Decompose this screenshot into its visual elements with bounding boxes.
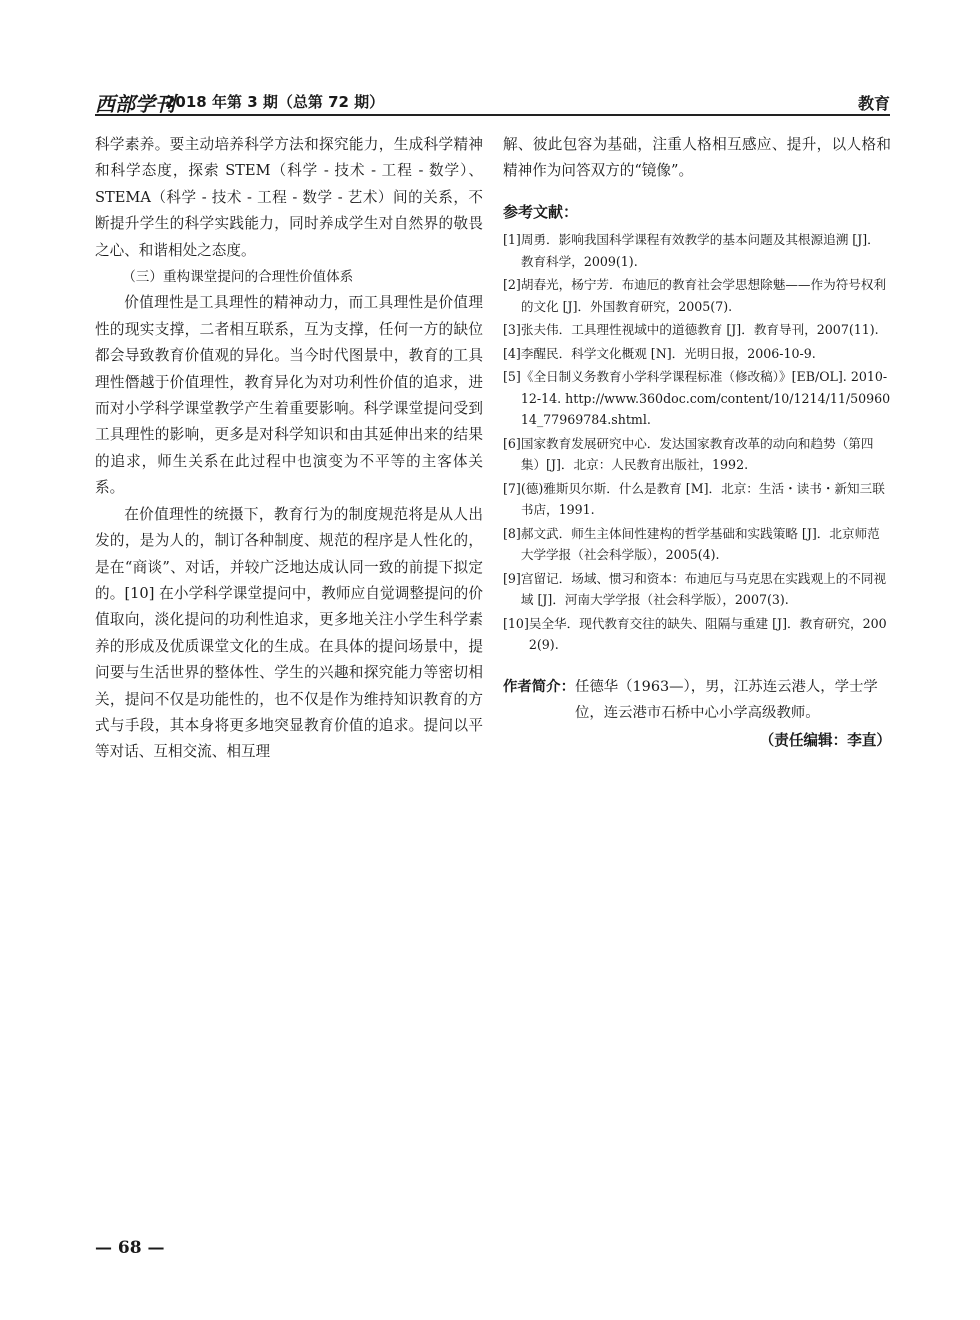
- reference-number: [1]: [503, 232, 521, 248]
- reference-text: 胡春光，杨宁芳．布迪厄的教育社会学思想除魅——作为符号权利的文化 [J]．外国教育研究，2005(7).: [520, 277, 887, 314]
- reference-number: [7]: [503, 480, 521, 496]
- reference-item: [503, 523, 891, 566]
- reference-number: [6]: [503, 435, 521, 451]
- reference-number: [4]: [503, 345, 521, 361]
- reference-text: (德)雅斯贝尔斯．什么是教育 [M]．北京：生活・读书・新知三联书店，1991.: [520, 480, 885, 518]
- reference-item: [503, 319, 891, 341]
- reference-text: 周勇．影响我国科学课程有效教学的基本问题及其根源追溯 [J]．教育科学，2009(1).: [520, 232, 880, 269]
- reference-item: [503, 568, 891, 611]
- references-list: [503, 229, 891, 656]
- reference-text: 郝文武．师生主体间性建构的哲学基础和实践策略 [J]．北京师范大学学报（社会科学版），2005(4).: [520, 525, 880, 563]
- reference-number: [3]: [503, 322, 521, 338]
- page-header: [95, 88, 890, 116]
- reference-text: 张夫伟．工具理性视域中的道德教育 [J]．教育导刊，2007(11).: [520, 322, 879, 338]
- reference-item: [503, 274, 891, 317]
- author-bio: [503, 674, 891, 726]
- body-paragraph: 科学素养。要主动培养科学方法和探究能力，生成科学精神和科学态度，探索 STEM（科学 - 技术 - 工程 - 数学）、STEMA（科学 - 技术 - 工程 - 数学 - 艺术）间的关系，不断提升学生的科学实践能力，同时养成学生对自然界的敬畏之心、和谐相处之态度。: [95, 136, 483, 259]
- section-name: 教育: [857, 94, 890, 113]
- author-bio-text: 任德华（1963—），男，江苏连云港人，学士学位，连云港市石桥中心小学高级教师。: [574, 678, 878, 721]
- header-divider: [95, 114, 890, 116]
- reference-item: [503, 433, 891, 476]
- reference-text: 宫留记．场域、惯习和资本：布迪厄与马克思在实践观上的不同视域 [J]．河南大学学报（社会科学版），2007(3).: [520, 570, 887, 608]
- body-paragraph: 在价值理性的统摄下，教育行为的制度规范将是从人出发的，是为人的，制订各种制度、规范的程序是人性化的，是在“商谈”、对话，并较广泛地达成认同一致的前提下拟定的。[10] 在小学科学课堂提问中，教师应自觉调整提问的价值取向，淡化提问的功利性追求，更多地关注小学生科学素养的形成及优质课堂文化的生成。在具体的提问场景中，提问要与生活世界的整体性、学生的兴趣和探究能力等密切相关，提问不仅是功能性的，也不仅是作为维持知识教育的方式与手段，其本身将更多地突显教育价值的追求。提问以平等对话、互相交流、相互理: [95, 505, 483, 761]
- reference-item: [503, 478, 891, 521]
- reference-number: [9]: [503, 570, 521, 586]
- reference-item: [503, 229, 891, 272]
- reference-number: [2]: [503, 277, 521, 293]
- reference-number: [5]: [503, 369, 521, 385]
- body-paragraph: 解、彼此包容为基础，注重人格相互感应、提升，以人格和精神作为问答双方的“镜像”。: [503, 136, 891, 180]
- reference-number: [10]: [503, 615, 529, 631]
- reference-item: [503, 613, 891, 656]
- issue-info: 2018 年第 3 期（总第 72 期）: [165, 93, 385, 111]
- page-number: — 68 —: [95, 1238, 165, 1258]
- reference-item: [503, 366, 891, 431]
- reference-text: 国家教育发展研究中心．发达国家教育改革的动向和趋势（第四集）[J]．北京：人民教育出版社，1992.: [520, 435, 874, 473]
- references-title: 参考文献：: [503, 202, 579, 221]
- responsible-editor: （责任编辑：李直）: [759, 731, 891, 749]
- reference-text: 《全日制义务教育小学科学课程标准（修改稿）》[EB/OL]. 2010-12-14. http://www.360doc.com/content/10/1214/11/5096014_77969784.shtml.: [520, 369, 891, 428]
- reference-text: 李醒民．科学文化概观 [N]．光明日报，2006-10-9.: [520, 345, 816, 361]
- reference-number: [8]: [503, 525, 521, 541]
- journal-logo: 西部学刊: [95, 92, 175, 116]
- section-subheading: （三）重构课堂提问的合理性价值体系: [122, 269, 354, 286]
- reference-text: 吴全华．现代教育交往的缺失、阻隔与重建 [J]．教育研究，2002(9).: [528, 615, 887, 653]
- left-column: [95, 132, 483, 766]
- body-paragraph: 价值理性是工具理性的精神动力，而工具理性是价值理性的现实支撑，二者相互联系，互为支撑，任何一方的缺位都会导致教育价值观的异化。当今时代图景中，教育的工具理性僭越于价值理性，教育异化为对功利性价值的追求，进而对小学科学课堂教学产生着重要影响。科学课堂提问受到工具理性的影响，更多是对科学知识和由其延伸出来的结果的追求，师生关系在此过程中也演变为不平等的主客体关系。: [95, 294, 483, 497]
- right-column: [503, 132, 891, 754]
- reference-item: [503, 343, 891, 365]
- author-bio-label: 作者简介：: [503, 678, 575, 695]
